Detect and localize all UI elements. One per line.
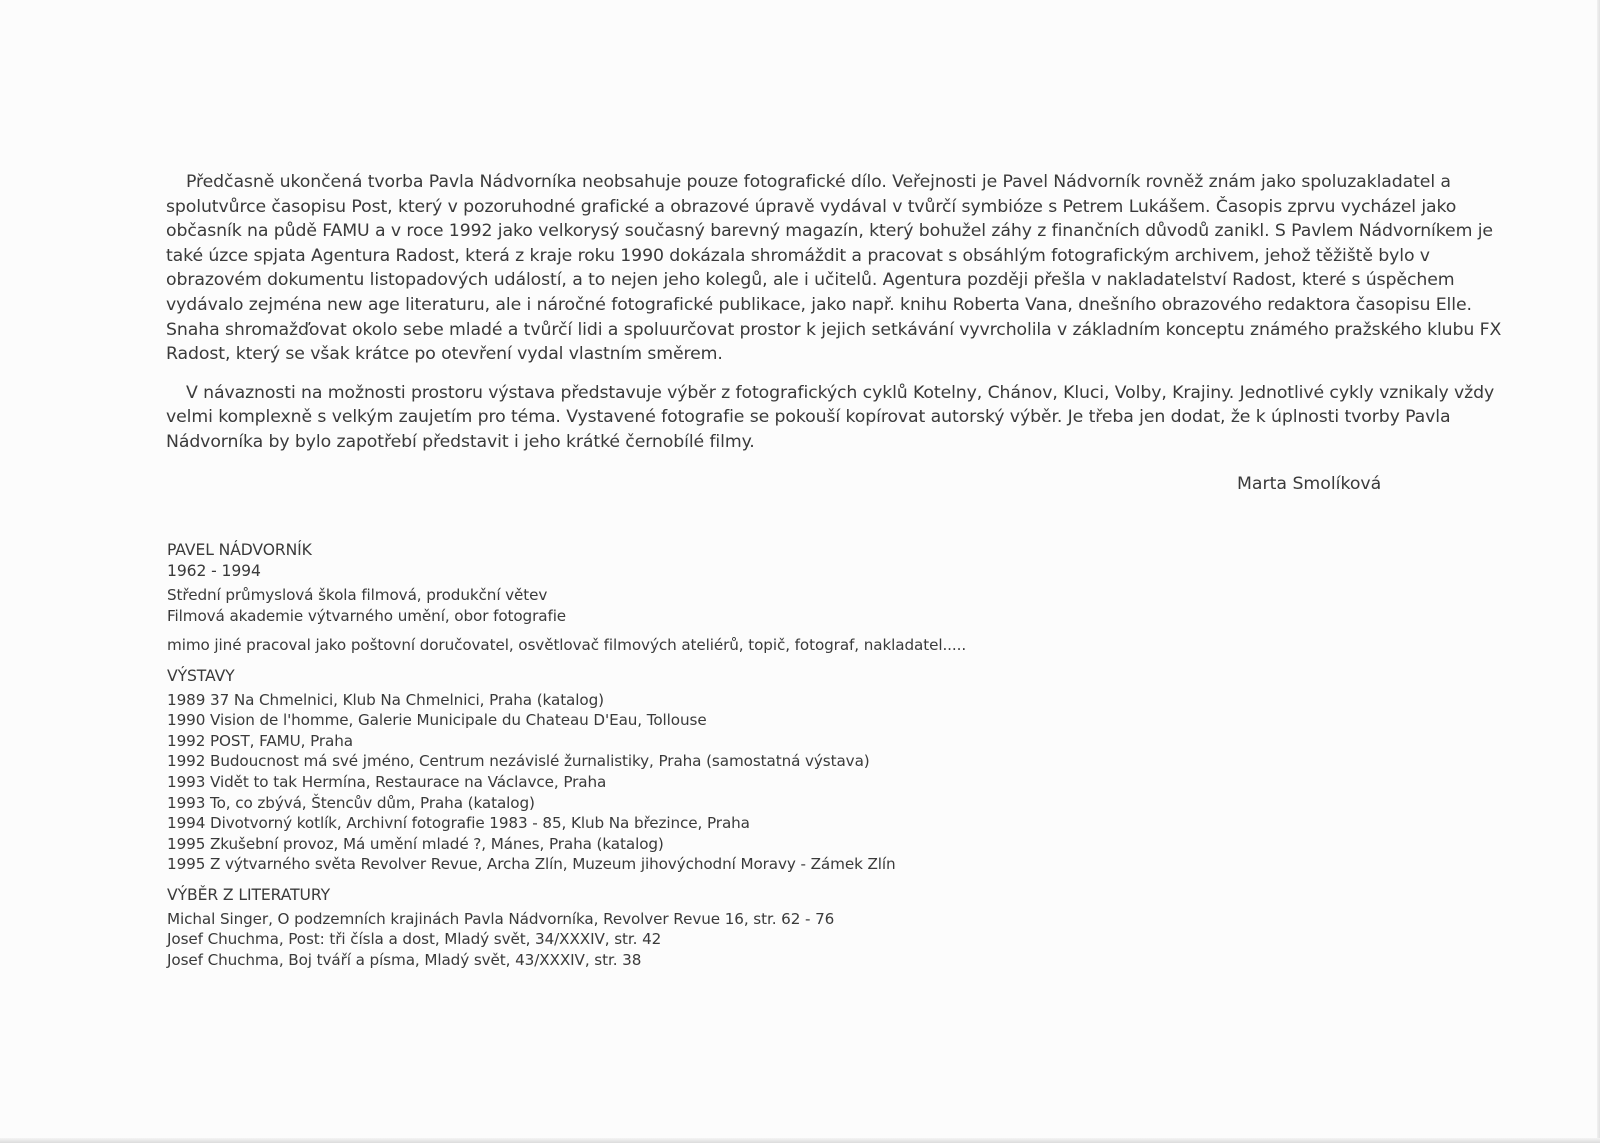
literature-item: Michal Singer, O podzemních krajinách Pavla Nádvorníka, Revolver Revue 16, str. 62 - 76 [167,909,835,928]
essay-paragraph-1: Předčasně ukončená tvorba Pavla Nádvorníka neobsahuje pouze fotografické dílo. Veřejnosti je Pavel Nádvorník rovněž znám jako spoluzakladatel a spolutvůrce časopisu Post, který v pozoruhodné grafické a obrazové úpravě vydával v tvůrčí symbióze s Petrem Lukášem. Časopis zprvu vycházel jako občasník na půdě FAMU a v roce 1992 jako velkorysý současný barevný magazín, který bohužel záhy z finančních důvodů zanikl. S Pavlem Nádvorníkem je také úzce spjata Agentura Radost, která z kraje roku 1990 dokázala shromáždit a pracovat s obsáhlým fotografickým archivem, jehož těžiště bylo v obrazovém dokumentu listopadových událostí, a to nejen jeho kolegů, ale i učitelů. Agentura později přešla v nakladatelství Radost, které s úspěchem vydávalo zejména new age literaturu, ale i náročné fotografické publikace, jako např. knihu Roberta Vana, dnešního obrazového redaktora časopisu Elle. Snaha shromažďovat okolo sebe mladé a tvůrčí lidi a spoluurčovat prostor k jejich setkávání vyvrcholila v základním konceptu známého pražského klubu FX Radost, který se však krátce po otevření vydal vlastním směrem. [166,172,1502,365]
literature-item: Josef Chuchma, Post: tři čísla a dost, Mladý svět, 34/XXXIV, str. 42 [167,930,662,949]
education-item: Střední průmyslová škola filmová, produkční větev [167,586,548,605]
essay-author: Marta Smolíková [1237,474,1382,494]
education-item: Filmová akademie výtvarného umění, obor fotografie [167,606,567,625]
exhibition-year: 1995 [167,834,206,853]
exhibition-year: 1990 [167,711,206,730]
exhibition-title: Zkušební provoz, Má umění mladé ?, Mánes, Praha (katalog) [210,834,664,853]
exhibition-year: 1989 [167,690,206,709]
artist-years: 1962 - 1994 [167,561,261,580]
exhibition-title: Vidět to tak Hermína, Restaurace na Václavce, Praha [210,772,607,791]
literature-heading: VÝBĚR Z LITERATURY [167,885,330,904]
exhibition-row [167,813,1167,834]
essay-paragraph-2: V návaznosti na možnosti prostoru výstava představuje výběr z fotografických cyklů Kotelny, Chánov, Kluci, Volby, Krajiny. Jednotlivé cykly vznikaly vždy velmi komplexně s velkým zaujetím pro téma. Vystavené fotografie se pokouší kopírovat autorský výběr. Je třeba jen dodat, že k úplnosti tvorby Pavla Nádvorníka by bylo zapotřebí představit i jeho krátké černobílé filmy. [166,382,1495,452]
exhibition-title: POST, FAMU, Praha [210,731,353,750]
page-edge-bottom [0,1138,1600,1143]
exhibition-title: 37 Na Chmelnici, Klub Na Chmelnici, Praha (katalog) [210,690,604,709]
exhibition-row [167,854,1167,875]
exhibition-title: Budoucnost má své jméno, Centrum nezávislé žurnalistiky, Praha (samostatná výstava) [210,752,870,771]
exhibition-year: 1993 [167,772,206,791]
exhibition-year: 1992 [167,752,206,771]
exhibition-row [167,751,1167,772]
exhibition-year: 1993 [167,793,206,812]
exhibition-title: Divotvorný kotlík, Archivní fotografie 1983 - 85, Klub Na březince, Praha [210,814,750,833]
artist-name: PAVEL NÁDVORNÍK [167,541,312,559]
spacer [167,656,1167,666]
exhibitions-list [167,690,1167,875]
spacer [167,626,1167,635]
exhibition-title: To, co zbývá, Štencův dům, Praha (katalog) [210,793,535,812]
exhibition-row [167,772,1167,793]
exhibition-title: Z výtvarného světa Revolver Revue, Archa Zlín, Muzeum jihovýchodní Moravy - Zámek Zlín [210,855,896,874]
literature-item: Josef Chuchma, Boj tváří a písma, Mladý svět, 43/XXXIV, str. 38 [167,950,642,969]
exhibition-title: Vision de l'homme, Galerie Municipale du Chateau D'Eau, Tollouse [210,711,707,730]
essay-text [166,170,1506,455]
exhibition-year: 1995 [167,855,206,874]
exhibitions-heading: VÝSTAVY [167,666,235,685]
exhibition-year: 1994 [167,814,206,833]
spacer [167,875,1167,885]
exhibition-year: 1992 [167,731,206,750]
occupations-text: mimo jiné pracoval jako poštovní doručovatel, osvětlovač filmových ateliérů, topič, fotograf, nakladatel..... [167,636,967,655]
exhibition-row [167,793,1167,814]
biography-section [167,540,1167,970]
exhibition-row [167,690,1167,711]
literature-list [167,909,1167,971]
exhibition-row [167,731,1167,752]
exhibition-row [167,710,1167,731]
exhibition-row [167,834,1167,855]
